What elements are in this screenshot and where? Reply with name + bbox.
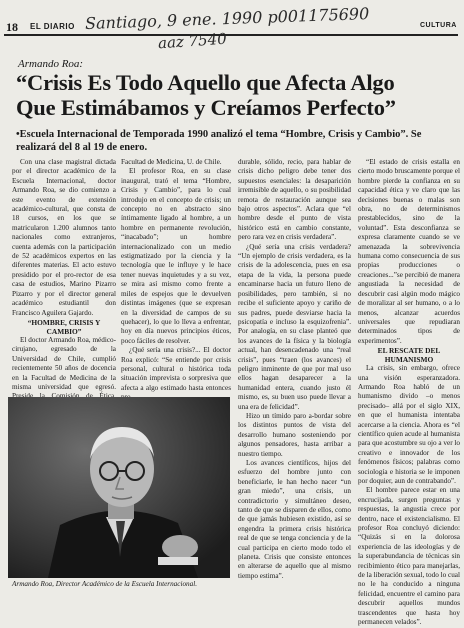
page-number: 18: [6, 20, 18, 34]
portrait-illustration: [8, 397, 230, 578]
subheading: “HOMBRE, CRISIS Y CAMBIO”: [27, 317, 101, 336]
paragraph: “El estado de crisis estalla en cierto modo bruscamente porque el hombre pierde la confianza en su capacidad ética y ve claro que las decisiones buenas o malas son obra, no de determinismos prestablecidos, sino de la voluntad”. Esta desconfianza se expresa claramente cuando se ve amenazada la sobrevivencia humana como consecuencia de sus propias producciones o creaciones...”se percibió de manera angustiada la necesidad de descubrir casi algún modo mágico de moralizar al ser humano, o a lo menos, alcanzar acuerdos universales que repudiaran determinados tipos de experimentos”.: [358, 158, 460, 345]
article-deck: •Escuela Internacional de Temporada 1990 analizó el tema “Hombre, Crisis y Cambio”. Se realizará del 8 al 19 de enero.: [16, 129, 422, 153]
article-column-4: [358, 158, 460, 627]
newspaper-name: EL DIARIO: [30, 22, 75, 31]
headline-line-1: “Crisis Es Todo Aquello que Afecta Algo: [16, 70, 395, 95]
header-rule: [4, 34, 458, 36]
subheading: EL RESCATE DEL HUMANISMO: [377, 346, 441, 365]
paragraph: Con una clase magistral dictada por el director académico de la Escuela Internacional, doctor Armando Roa, se dio comienzo a este evento de extensión académico-cultural, que consta de 18 cursos, en los que se matricularon 1.200 alumnos tanto nacionales como extranjeros, cuenta además con la participación de 52 académicos expertos en las diferentes materias. El acto estuvo presidido por el pro-rector de esa casa de estudios, Marino Pizarro Pizarro y por el director general académico estudiantil don Francisco Aguilera Gajardo.: [12, 158, 116, 317]
handwritten-code: aaz 7540: [157, 29, 228, 53]
portrait-photo: [8, 397, 230, 578]
paragraph: El hombre parece estar en una encrucijada, surgen preguntas y respuestas, la angustia crece por dentro, nace el existencialismo. El profesor Roa concluyó diciendo: “Quizás si en la dolorosa experiencia de las ideologías y de la superabundancia de técnicas sin recibimiento ético para manejarlas, de la liberación sexual, todo lo cual no le ha conducido a ninguna felicidad, encuentre el camino para descubrir aquellos mundos trascendentes que hasta hoy permanecen velados”.: [358, 486, 460, 627]
paragraph: Los avances científicos, hijos del esfuerzo del hombre junto con beneficiarle, le han hecho nacer “un gran miedo”, una crisis, un contradictorio y simultáneo deseo, tanto de que se disparen de ellos, como de que jamás hubiesen existido, así se engendra la primera crisis histórica real de que se tenga conciencia y de la cual participa en cierto modo todo el planeta. Crisis que consiste entonces en alterarse de aquello que al mismo tiempo estima”.: [238, 459, 351, 580]
article-column-3: [238, 158, 351, 590]
paragraph: ¿Qué sería una crisis verdadera? “Un ejemplo de crisis verdadera, es la crisis de la adolescencia, pues en esa etapa de la vida, la persona puede encaminarse hacia un futuro lleno de posibilidades, pero también, si no recibe el suficiente apoyo y cariño de sus padres, puede desviarse hacia la psicopatía e incluso la esquizofrenia”. Por analogía, en su clase planteó que los avances de la física y la biología actual, han desencadenado una “real crisis”, pues “traen (los avances) el peligro inminente de que por mal uso ellos hagan desaparecer a la humanidad entera, cuando justo él mismo, es, su buen uso puede llevar a una era de felicidad”.: [238, 242, 351, 411]
article-column-1: [12, 158, 116, 396]
article-column-2: [121, 158, 231, 392]
paragraph: ¿Qué sería una crisis?... El doctor Roa explicó: “Se entiende por crisis personal, cultural o histórica toda situación imprevista o sorpresiva que afecta a algo estimado hasta entonces: [121, 346, 231, 392]
handwritten-archive-note: Santiago, 9 ene. 1990 p001175690: [84, 4, 370, 33]
photo-caption: Armando Roa, Director Académico de la Escuela Internacional.: [12, 580, 198, 588]
paragraph: Hizo un tímido paro a-bordar sobre los distintos puntos de vista del desarrollo humano sosteniendo por algunos pensadores, hasta arribar a nuestro tiempo.: [238, 411, 351, 458]
paragraph: Facultad de Medicina, U. de Chile.: [121, 158, 222, 166]
paragraph: El profesor Roa, en su clase inaugural, trató el tema “Hombre, Crisis y Cambio”, para lo cual introdujo en el concepto de crisis; un concepto no en abstracto sino íntimamente ligado al hombre, a un hombre en permanente revolución, “inacabado”; un hombre internacionalizado con un medio estigmatizado por la ciencia y la tecnología que le influye y le hace tener nuevas inquietudes y a su vez, se mira así mismo como frente a miles de espejos que le devuelven distintas imágenes (que se expresan en la diversidad de campos de su quehacer), lo que lo lleva a enfrentar, hoy en día nuevos principios éticos, poco fáciles de resolver.: [121, 167, 231, 345]
paragraph: La crisis, sin embargo, ofrece una visión esperanzadora. Armando Roa habló de un humanismo divido –o menos precisado– allá por el siglo XIX, en que el humanista intentaba acercarse a la ciencia. Ahora es “el científico quien acude al humanista para que acostumbre su ojo a ver lo creativo e innovador de los fenómenos físicos; palabras como sociología e historia se le imponen por doquier, aun de contrabando”.: [358, 364, 460, 485]
headline-line-2: Que Estimábamos y Creíamos Perfecto”: [16, 95, 396, 120]
section-label: CULTURA: [420, 22, 457, 29]
headline-kicker: Armando Roa:: [18, 58, 84, 70]
paragraph: El doctor Armando Roa, médico-cirujano, egresado de la Universidad de Chile, cumplió recientemente 50 años de docencia en la Facultad de Medicina de la misma universidad que egresó.: [12, 335, 116, 391]
paragraph: durable, sólido, recio, para hablar de crisis dicho peligro debe tener dos supuestos esenciales: la desaparición irremisible de aquello, o su posibilidad remota de restauración aunque sea bajo otros aspectos”. Aclara que “el hombre desde el punto de vista histórico está en cambio constante, pero rara vez en crisis verdadera”.: [238, 158, 351, 242]
